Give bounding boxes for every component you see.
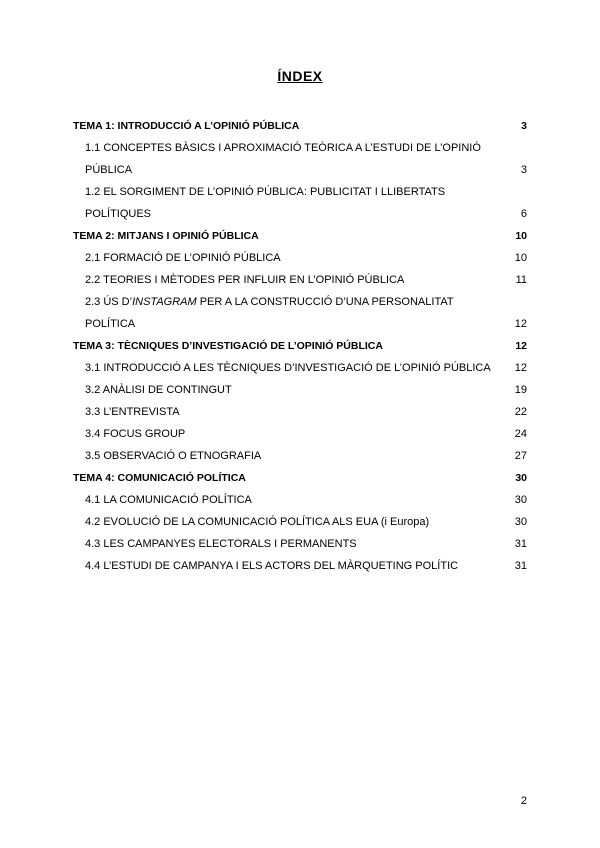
toc-entry-text-continued: PÚBLICA — [85, 164, 133, 176]
toc-chapter-4[interactable] — [73, 467, 527, 489]
instagram-italic: INSTAGRAM — [132, 296, 197, 308]
toc-section-4-2[interactable] — [73, 511, 527, 533]
toc-page-number: 3 — [520, 164, 527, 176]
toc-entry-text: 2.3 ÚS D’INSTAGRAM PER A LA CONSTRUCCIÓ D’UNA PERSONALITAT — [85, 296, 454, 308]
toc-entry-text: TEMA 1: INTRODUCCIÓ A L’OPINIÓ PÚBLICA — [73, 120, 300, 132]
toc-section-4-4[interactable] — [73, 555, 527, 577]
toc-section-3-5[interactable] — [73, 445, 527, 467]
toc-section-2-2[interactable] — [73, 269, 527, 291]
toc-chapter-2[interactable] — [73, 225, 527, 247]
toc-entry-text: 4.4 L’ESTUDI DE CAMPANYA I ELS ACTORS DEL MÀRQUETING POLÍTIC — [85, 560, 459, 572]
page-number: 2 — [520, 795, 527, 807]
toc-page-number: 12 — [514, 362, 527, 374]
toc-page-number: 22 — [514, 406, 527, 418]
index-title: ÍNDEX — [277, 68, 323, 84]
toc-section-3-1[interactable] — [73, 357, 527, 379]
toc-page-number: 11 — [515, 274, 527, 286]
toc-entry-text: 3.1 INTRODUCCIÓ A LES TÈCNIQUES D’INVESTIGACIÓ DE L’OPINIÓ PÚBLICA — [85, 362, 491, 374]
toc-page-number: 30 — [515, 472, 527, 484]
toc-entry-text: 1.1 CONCEPTES BÀSICS I APROXIMACIÓ TEÒRICA A L’ESTUDI DE L’OPINIÓ — [85, 142, 481, 154]
toc-page-number: 10 — [515, 230, 527, 242]
toc-section-3-2[interactable] — [73, 379, 527, 401]
toc-page-number: 10 — [514, 252, 527, 264]
toc-entry-text: 4.2 EVOLUCIÓ DE LA COMUNICACIÓ POLÍTICA ALS EUA (i Europa) — [85, 516, 430, 528]
toc-entry-text: 2.1 FORMACIÓ DE L’OPINIÓ PÚBLICA — [85, 252, 281, 264]
toc-section-1-1[interactable] — [73, 137, 527, 181]
toc-page-number: 24 — [514, 428, 527, 440]
table-of-contents — [73, 115, 527, 577]
toc-section-3-3[interactable] — [73, 401, 527, 423]
toc-page-number: 31 — [514, 560, 527, 572]
toc-page-number: 30 — [514, 494, 527, 506]
toc-section-2-3[interactable] — [73, 291, 527, 335]
toc-entry-text: 4.3 LES CAMPANYES ELECTORALS I PERMANENTS — [85, 538, 357, 550]
toc-entry-text: 2.2 TEORIES I MÈTODES PER INFLUIR EN L’OPINIÓ PÚBLICA — [85, 274, 405, 286]
toc-entry-text-continued: POLÍTIQUES — [85, 208, 152, 220]
toc-section-3-4[interactable] — [73, 423, 527, 445]
toc-page-number: 12 — [515, 340, 527, 352]
toc-section-4-3[interactable] — [73, 533, 527, 555]
toc-entry-text: 3.4 FOCUS GROUP — [85, 428, 186, 440]
toc-entry-text: 3.2 ANÀLISI DE CONTINGUT — [85, 384, 232, 396]
toc-chapter-1[interactable] — [73, 115, 527, 137]
toc-entry-text: 3.3 L’ENTREVISTA — [85, 406, 180, 418]
toc-entry-text-continued: POLÍTICA — [85, 318, 136, 330]
toc-page-number: 31 — [514, 538, 527, 550]
toc-section-1-2[interactable] — [73, 181, 527, 225]
toc-section-4-1[interactable] — [73, 489, 527, 511]
toc-page-number: 6 — [520, 208, 527, 220]
toc-entry-text: TEMA 2: MITJANS I OPINIÓ PÚBLICA — [73, 230, 259, 242]
toc-entry-text: 4.1 LA COMUNICACIÓ POLÍTICA — [85, 494, 252, 506]
toc-entry-text: TEMA 4: COMUNICACIÓ POLÍTICA — [73, 472, 246, 484]
toc-entry-text: 1.2 EL SORGIMENT DE L’OPINIÓ PÚBLICA: PUBLICITAT I LLIBERTATS — [85, 186, 446, 198]
toc-page-number: 19 — [514, 384, 527, 396]
toc-page-number: 3 — [521, 120, 527, 132]
toc-page-number: 30 — [514, 516, 527, 528]
toc-page-number: 27 — [514, 450, 527, 462]
toc-chapter-3[interactable] — [73, 335, 527, 357]
toc-page-number: 12 — [514, 318, 527, 330]
toc-section-2-1[interactable] — [73, 247, 527, 269]
toc-entry-text: 3.5 OBSERVACIÓ O ETNOGRAFIA — [85, 450, 262, 462]
toc-entry-text: TEMA 3: TÈCNIQUES D’INVESTIGACIÓ DE L’OPINIÓ PÚBLICA — [73, 340, 383, 352]
